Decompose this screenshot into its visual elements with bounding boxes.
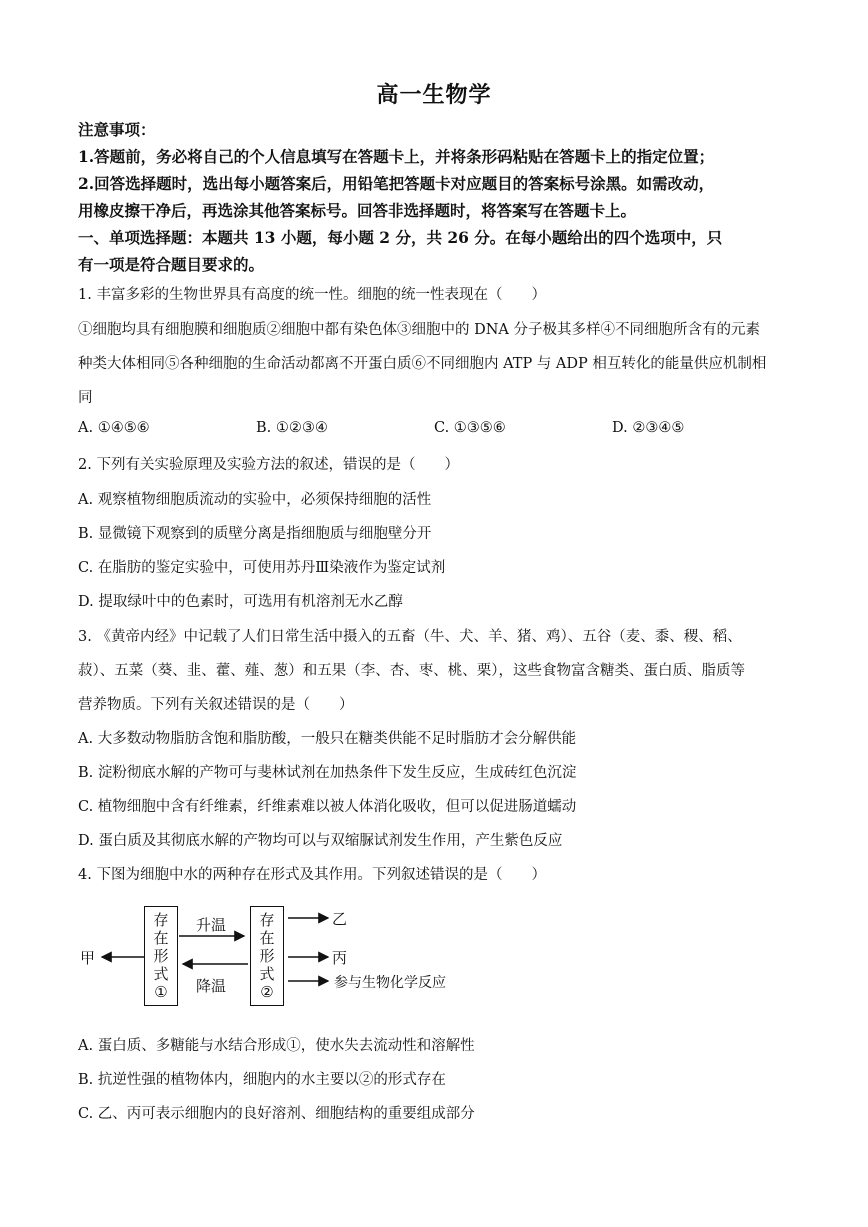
q4-option-b: B. 抗逆性强的植物体内，细胞内的水主要以②的形式存在: [78, 1072, 446, 1088]
label-cool: 降温: [196, 977, 227, 995]
box1-char: 式: [153, 965, 169, 983]
box1-char: 在: [153, 929, 169, 947]
section-heading-1: 一、单项选择题：本题共 13 小题，每小题 2 分，共 26 分。在每小题给出的四个选项中，只: [78, 228, 723, 247]
water-forms-diagram: [78, 896, 478, 1014]
notice-heading: 注意事项：: [78, 120, 156, 139]
q4-stem: 4. 下图为细胞中水的两种存在形式及其作用。下列叙述错误的是（ ）: [78, 867, 546, 883]
q3-option-d: D. 蛋白质及其彻底水解的产物均可以与双缩脲试剂发生作用，产生紫色反应: [78, 833, 563, 849]
box1-char: 形: [153, 947, 169, 965]
label-yi: 乙: [332, 910, 348, 928]
q2-option-b: B. 显微镜下观察到的质壁分离是指细胞质与细胞壁分开: [78, 526, 432, 542]
box1-char: ①: [154, 983, 168, 1001]
q1-option-c: C. ①③⑤⑥: [434, 420, 506, 436]
q4-option-c: C. 乙、丙可表示细胞内的良好溶剂、细胞结构的重要组成部分: [78, 1106, 475, 1122]
page-title: 高一生物学: [376, 82, 492, 108]
q3-text-2: 菽）、五菜（葵、韭、藿、薤、葱）和五果（李、杏、枣、桃、栗），这些食物富含糖类、蛋白质、脂质等: [78, 663, 745, 679]
q1-option-b: B. ①②③④: [256, 420, 328, 436]
box2-char: 存: [259, 911, 275, 929]
box2-char: 在: [259, 929, 275, 947]
q1-option-a: A. ①④⑤⑥: [78, 420, 150, 436]
box2-char: 式: [259, 965, 275, 983]
storage-form-2-box: [250, 906, 284, 1006]
label-jia: 甲: [80, 949, 96, 967]
label-react: 参与生物化学反应: [334, 975, 446, 991]
q3-option-a: A. 大多数动物脂肪含饱和脂肪酸，一般只在糖类供能不足时脂肪才会分解供能: [78, 731, 577, 747]
section-heading-2: 有一项是符合题目要求的。: [78, 255, 265, 274]
box2-char: ②: [260, 983, 274, 1001]
label-warm: 升温: [196, 916, 227, 934]
box1-char: 存: [153, 911, 169, 929]
storage-form-1-box: [144, 906, 178, 1006]
q2-option-d: D. 提取绿叶中的色素时，可选用有机溶剂无水乙醇: [78, 594, 403, 610]
box2-char: 形: [259, 947, 275, 965]
notice-item-2b: 用橡皮擦干净后，再选涂其他答案标号。回答非选择题时，将答案写在答题卡上。: [78, 201, 637, 220]
q1-text-2: 种类大体相同⑤各种细胞的生命活动都离不开蛋白质⑥不同细胞内 ATP 与 ADP 相互转化的能量供应机制相: [78, 356, 767, 372]
notice-item-1: 1.答题前，务必将自己的个人信息填写在答题卡上，并将条形码粘贴在答题卡上的指定位置；: [78, 147, 715, 166]
q4-option-a: A. 蛋白质、多糖能与水结合形成①，使水失去流动性和溶解性: [78, 1038, 475, 1054]
q1-option-d: D. ②③④⑤: [612, 420, 685, 436]
q1-text-3: 同: [78, 390, 93, 406]
notice-item-2a: 2.回答选择题时，选出每小题答案后，用铅笔把答题卡对应题目的答案标号涂黑。如需改动，: [78, 174, 715, 193]
q2-stem: 2. 下列有关实验原理及实验方法的叙述，错误的是（ ）: [78, 457, 459, 473]
q3-text-3: 营养物质。下列有关叙述错误的是（ ）: [78, 697, 354, 713]
q2-option-c: C. 在脂肪的鉴定实验中，可使用苏丹Ⅲ染液作为鉴定试剂: [78, 560, 446, 576]
q1-stem: 1. 丰富多彩的生物世界具有高度的统一性。细胞的统一性表现在（ ）: [78, 287, 546, 303]
q3-option-c: C. 植物细胞中含有纤维素，纤维素难以被人体消化吸收，但可以促进肠道蠕动: [78, 799, 577, 815]
q2-option-a: A. 观察植物细胞质流动的实验中，必须保持细胞的活性: [78, 492, 432, 508]
label-bing: 丙: [332, 949, 348, 967]
q1-text-1: ①细胞均具有细胞膜和细胞质②细胞中都有染色体③细胞中的 DNA 分子极其多样④不同细胞所含有的元素: [78, 322, 760, 338]
q3-option-b: B. 淀粉彻底水解的产物可与斐林试剂在加热条件下发生反应，生成砖红色沉淀: [78, 765, 577, 781]
q3-text-1: 3. 《黄帝内经》中记载了人们日常生活中摄入的五畜（牛、犬、羊、猪、鸡）、五谷（麦、黍、稷、稻、: [78, 629, 742, 645]
